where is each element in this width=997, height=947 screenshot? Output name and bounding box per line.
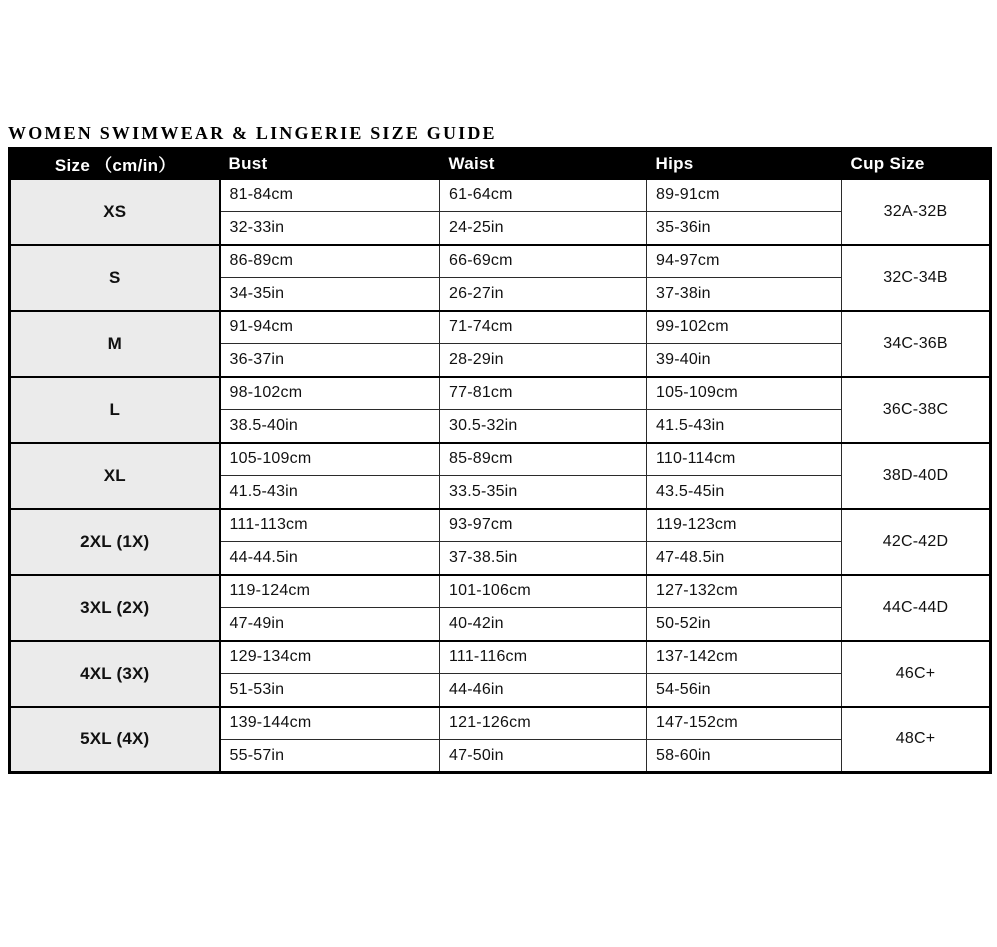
col-header-cup-size: Cup Size — [842, 149, 991, 179]
bust-in-value: 36-37in — [220, 344, 440, 377]
bust-in-value: 41.5-43in — [220, 476, 440, 509]
cup-size-value: 32C-34B — [842, 245, 991, 311]
waist-in-value: 28-29in — [440, 344, 647, 377]
waist-cm-value: 121-126cm — [440, 707, 647, 740]
bust-in-value: 51-53in — [220, 674, 440, 707]
size-label: 4XL (3X) — [10, 641, 220, 707]
col-header-hips: Hips — [647, 149, 842, 179]
size-label: 3XL (2X) — [10, 575, 220, 641]
cup-size-value: 48C+ — [842, 707, 991, 773]
table-row-cm — [10, 509, 991, 542]
table-row-cm — [10, 245, 991, 278]
bust-in-value: 55-57in — [220, 740, 440, 773]
bust-cm-value: 91-94cm — [220, 311, 440, 344]
table-row-cm — [10, 707, 991, 740]
table-row-cm — [10, 377, 991, 410]
hips-cm-value: 110-114cm — [647, 443, 842, 476]
col-header-size: Size （cm/in） — [10, 149, 220, 179]
bust-cm-value: 129-134cm — [220, 641, 440, 674]
hips-cm-value: 94-97cm — [647, 245, 842, 278]
hips-in-value: 39-40in — [647, 344, 842, 377]
size-label: M — [10, 311, 220, 377]
hips-in-value: 47-48.5in — [647, 542, 842, 575]
hips-in-value: 58-60in — [647, 740, 842, 773]
hips-in-value: 35-36in — [647, 212, 842, 245]
table-row-cm — [10, 641, 991, 674]
hips-cm-value: 119-123cm — [647, 509, 842, 542]
waist-in-value: 37-38.5in — [440, 542, 647, 575]
size-guide-table — [8, 147, 992, 774]
cup-size-value: 36C-38C — [842, 377, 991, 443]
waist-in-value: 33.5-35in — [440, 476, 647, 509]
waist-in-value: 44-46in — [440, 674, 647, 707]
hips-in-value: 41.5-43in — [647, 410, 842, 443]
hips-cm-value: 127-132cm — [647, 575, 842, 608]
bust-in-value: 38.5-40in — [220, 410, 440, 443]
cup-size-value: 44C-44D — [842, 575, 991, 641]
table-row-cm — [10, 443, 991, 476]
table-row-cm — [10, 311, 991, 344]
table-row-cm — [10, 575, 991, 608]
size-label: XL — [10, 443, 220, 509]
hips-cm-value: 147-152cm — [647, 707, 842, 740]
cup-size-value: 34C-36B — [842, 311, 991, 377]
cup-size-value: 46C+ — [842, 641, 991, 707]
waist-in-value: 40-42in — [440, 608, 647, 641]
bust-in-value: 34-35in — [220, 278, 440, 311]
size-label: 5XL (4X) — [10, 707, 220, 773]
waist-cm-value: 85-89cm — [440, 443, 647, 476]
bust-in-value: 47-49in — [220, 608, 440, 641]
bust-cm-value: 105-109cm — [220, 443, 440, 476]
waist-in-value: 47-50in — [440, 740, 647, 773]
waist-in-value: 24-25in — [440, 212, 647, 245]
col-header-waist: Waist — [440, 149, 647, 179]
bust-cm-value: 119-124cm — [220, 575, 440, 608]
cup-size-value: 38D-40D — [842, 443, 991, 509]
hips-cm-value: 99-102cm — [647, 311, 842, 344]
bust-cm-value: 139-144cm — [220, 707, 440, 740]
hips-cm-value: 105-109cm — [647, 377, 842, 410]
waist-cm-value: 93-97cm — [440, 509, 647, 542]
table-row-cm — [10, 179, 991, 212]
waist-cm-value: 101-106cm — [440, 575, 647, 608]
waist-in-value: 30.5-32in — [440, 410, 647, 443]
size-label: S — [10, 245, 220, 311]
waist-cm-value: 111-116cm — [440, 641, 647, 674]
bust-cm-value: 111-113cm — [220, 509, 440, 542]
waist-in-value: 26-27in — [440, 278, 647, 311]
hips-cm-value: 89-91cm — [647, 179, 842, 212]
page-title: WOMEN SWIMWEAR & LINGERIE SIZE GUIDE — [8, 123, 497, 143]
bust-cm-value: 86-89cm — [220, 245, 440, 278]
size-label: L — [10, 377, 220, 443]
waist-cm-value: 66-69cm — [440, 245, 647, 278]
hips-in-value: 43.5-45in — [647, 476, 842, 509]
bust-in-value: 32-33in — [220, 212, 440, 245]
hips-in-value: 54-56in — [647, 674, 842, 707]
waist-cm-value: 71-74cm — [440, 311, 647, 344]
bust-cm-value: 98-102cm — [220, 377, 440, 410]
col-header-bust: Bust — [220, 149, 440, 179]
hips-cm-value: 137-142cm — [647, 641, 842, 674]
size-label: XS — [10, 179, 220, 245]
table-body — [10, 179, 991, 773]
bust-in-value: 44-44.5in — [220, 542, 440, 575]
cup-size-value: 42C-42D — [842, 509, 991, 575]
cup-size-value: 32A-32B — [842, 179, 991, 245]
size-label: 2XL (1X) — [10, 509, 220, 575]
waist-cm-value: 61-64cm — [440, 179, 647, 212]
hips-in-value: 37-38in — [647, 278, 842, 311]
bust-cm-value: 81-84cm — [220, 179, 440, 212]
waist-cm-value: 77-81cm — [440, 377, 647, 410]
hips-in-value: 50-52in — [647, 608, 842, 641]
header-row — [10, 149, 991, 179]
